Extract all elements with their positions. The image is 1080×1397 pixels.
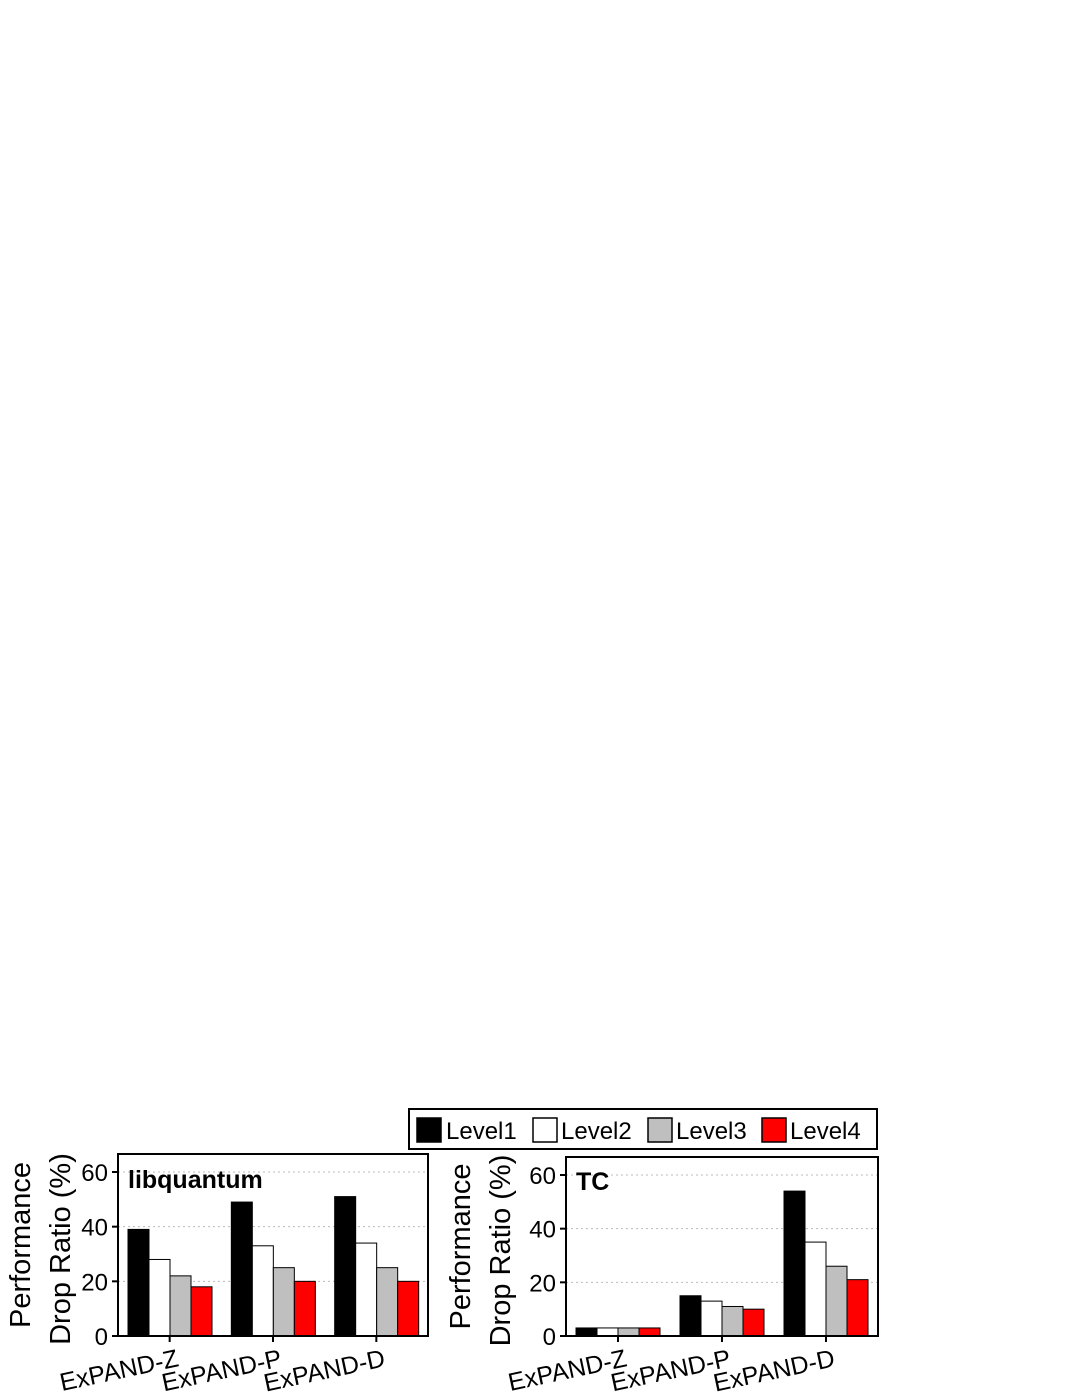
bar	[618, 1328, 639, 1336]
bar	[576, 1328, 597, 1336]
y-tick-label: 0	[542, 1324, 556, 1351]
bar	[377, 1268, 398, 1336]
bar	[191, 1287, 212, 1336]
bar	[701, 1301, 722, 1336]
x-category-label: ExPAND-P	[608, 1344, 734, 1397]
chart-panel-libquantum	[5, 1153, 428, 1397]
legend-label-level4: Level4	[790, 1118, 861, 1145]
legend-swatch-level2	[533, 1118, 557, 1142]
bar	[170, 1276, 191, 1336]
panel-title: libquantum	[128, 1166, 263, 1194]
y-tick-label: 40	[529, 1216, 556, 1244]
bar	[231, 1202, 252, 1336]
bar	[356, 1243, 377, 1336]
y-tick-label: 60	[529, 1163, 556, 1190]
x-category-label: ExPAND-Z	[57, 1344, 181, 1397]
bar	[805, 1242, 826, 1336]
legend	[409, 1109, 877, 1149]
bar	[639, 1328, 660, 1336]
x-category-label: ExPAND-P	[159, 1344, 285, 1397]
y-tick-label: 20	[529, 1270, 556, 1298]
bar	[743, 1309, 764, 1336]
bar	[273, 1268, 294, 1336]
y-axis-label-line1: Performance	[445, 1163, 477, 1330]
legend-swatch-level3	[648, 1118, 672, 1142]
bar	[722, 1306, 743, 1336]
y-tick-label: 0	[94, 1324, 108, 1351]
bar	[252, 1246, 273, 1336]
bar	[335, 1197, 356, 1336]
legend-label-level2: Level2	[561, 1118, 632, 1145]
y-tick-label: 60	[81, 1160, 108, 1187]
x-category-label: ExPAND-D	[710, 1344, 838, 1397]
bar	[847, 1280, 868, 1336]
bar	[398, 1281, 419, 1336]
legend-label-level3: Level3	[676, 1118, 747, 1145]
y-axis-label-line1: Performance	[5, 1161, 37, 1329]
x-category-label: ExPAND-Z	[505, 1344, 630, 1397]
bar	[597, 1328, 618, 1336]
bar	[826, 1266, 847, 1336]
legend-swatch-level4	[762, 1118, 786, 1142]
legend-swatch-level1	[417, 1118, 441, 1142]
panel-title: TC	[576, 1168, 610, 1196]
bar	[149, 1259, 170, 1336]
bar	[128, 1229, 149, 1336]
legend-label-level1: Level1	[446, 1118, 517, 1145]
y-axis-label-line2: Drop Ratio (%)	[485, 1154, 517, 1347]
bar	[784, 1191, 805, 1336]
y-axis-label-line2: Drop Ratio (%)	[45, 1153, 77, 1345]
chart-panel-tc	[445, 1155, 878, 1397]
bar	[680, 1296, 701, 1336]
y-tick-label: 20	[81, 1269, 108, 1297]
y-tick-label: 40	[81, 1214, 108, 1242]
bar	[294, 1281, 315, 1336]
x-category-label: ExPAND-D	[261, 1344, 388, 1397]
